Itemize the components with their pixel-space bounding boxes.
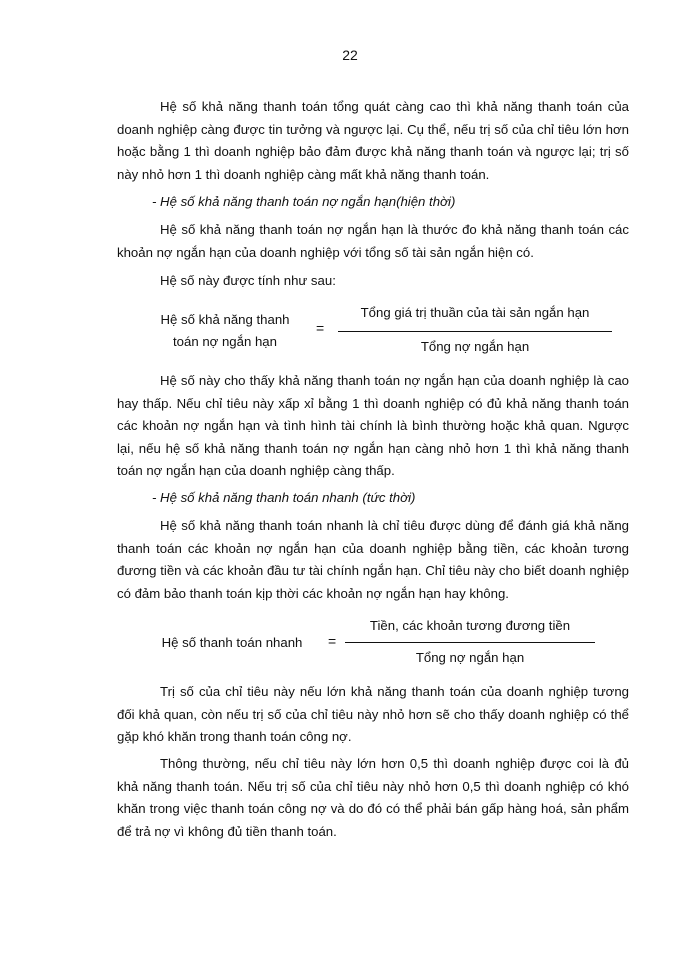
formula-current-ratio-label	[150, 309, 300, 353]
paragraph-formula-intro: Hệ số này được tính như sau:	[160, 273, 336, 288]
fraction-bar	[338, 331, 612, 332]
heading-current-ratio: - Hệ số khả năng thanh toán nợ ngắn hạn(hiện thời)	[152, 194, 456, 209]
fraction-bar	[345, 642, 595, 643]
formula-numerator: Tổng giá trị thuần của tài sản ngắn hạn	[360, 305, 590, 320]
formula-label-line1: Hệ số khả năng thanh	[160, 312, 290, 327]
formula-numerator: Tiền, các khoản tương đương tiền	[369, 618, 571, 633]
formula-denominator: Tổng nợ ngắn hạn	[420, 339, 530, 354]
formula-denominator: Tổng nợ ngắn hạn	[415, 650, 525, 665]
paragraph-quick-ratio-definition: Hệ số khả năng thanh toán nhanh là chỉ tiêu được dùng để đánh giá khả năng thanh toán các khoản nợ ngắn hạn của doanh nghiệp bằng tiền, các khoản tương đương tiền và các khoản đầu tư tài chính ngắn hạn. Chỉ tiêu này cho biết doanh nghiệp có đảm bảo thanh toán kịp thời các khoản nợ ngắn hạn hay không.	[117, 518, 629, 601]
formula-label-line2: toán nợ ngắn hạn	[173, 334, 277, 349]
formula-quick-ratio-label: Hệ số thanh toán nhanh	[161, 635, 303, 650]
paragraph-current-ratio-interpretation: Hệ số này cho thấy khả năng thanh toán nợ ngắn hạn của doanh nghiệp là cao hay thấp. Nếu chỉ tiêu này xấp xỉ bằng 1 thì doanh nghiệp có đủ khả năng thanh toán các khoản nợ ngắn hạn và tình hình tài chính là bình thường hoặc khả quan. Ngược lại, nếu hệ số khả năng thanh toán nợ ngắn hạn càng nhỏ hơn 1 thì khả năng thanh toán nợ ngắn hạn của doanh nghiệp càng thấp.	[117, 373, 629, 478]
formula-equals-sign: =	[328, 633, 337, 649]
paragraph-quick-ratio-threshold: Thông thường, nếu chỉ tiêu này lớn hơn 0,5 thì doanh nghiệp được coi là đủ khả năng thanh toán. Nếu trị số của chỉ tiêu này nhỏ hơn 0,5 thì doanh nghiệp có khó khăn trong việc thanh toán công nợ và do đó có thể phải bán gấp hàng hoá, sản phẩm để trả nợ vì không đủ tiền thanh toán.	[117, 756, 629, 839]
heading-quick-ratio: - Hệ số khả năng thanh toán nhanh (tức thời)	[152, 490, 416, 505]
page-number: 22	[342, 47, 358, 63]
paragraph-overall-ratio: Hệ số khả năng thanh toán tổng quát càng cao thì khả năng thanh toán của doanh nghiệp càng được tin tưởng và ngược lại. Cụ thể, nếu trị số của chỉ tiêu lớn hơn hoặc bằng 1 thì doanh nghiệp bảo đảm được khả năng thanh toán và ngược lại; trị số này nhỏ hơn 1 thì doanh nghiệp càng mất khả năng thanh toán.	[117, 99, 629, 182]
paragraph-quick-ratio-interpretation: Trị số của chỉ tiêu này nếu lớn khả năng thanh toán của doanh nghiệp tương đối khả quan, còn nếu trị số của chỉ tiêu này nhỏ hơn sẽ cho thấy doanh nghiệp có thể gặp khó khăn trong thanh toán công nợ.	[117, 684, 629, 744]
paragraph-current-ratio-definition: Hệ số khả năng thanh toán nợ ngắn hạn là thước đo khả năng thanh toán các khoản nợ ngắn hạn của doanh nghiệp với tổng số tài sản ngắn hiện có.	[117, 222, 629, 260]
formula-equals-sign: =	[316, 320, 325, 336]
